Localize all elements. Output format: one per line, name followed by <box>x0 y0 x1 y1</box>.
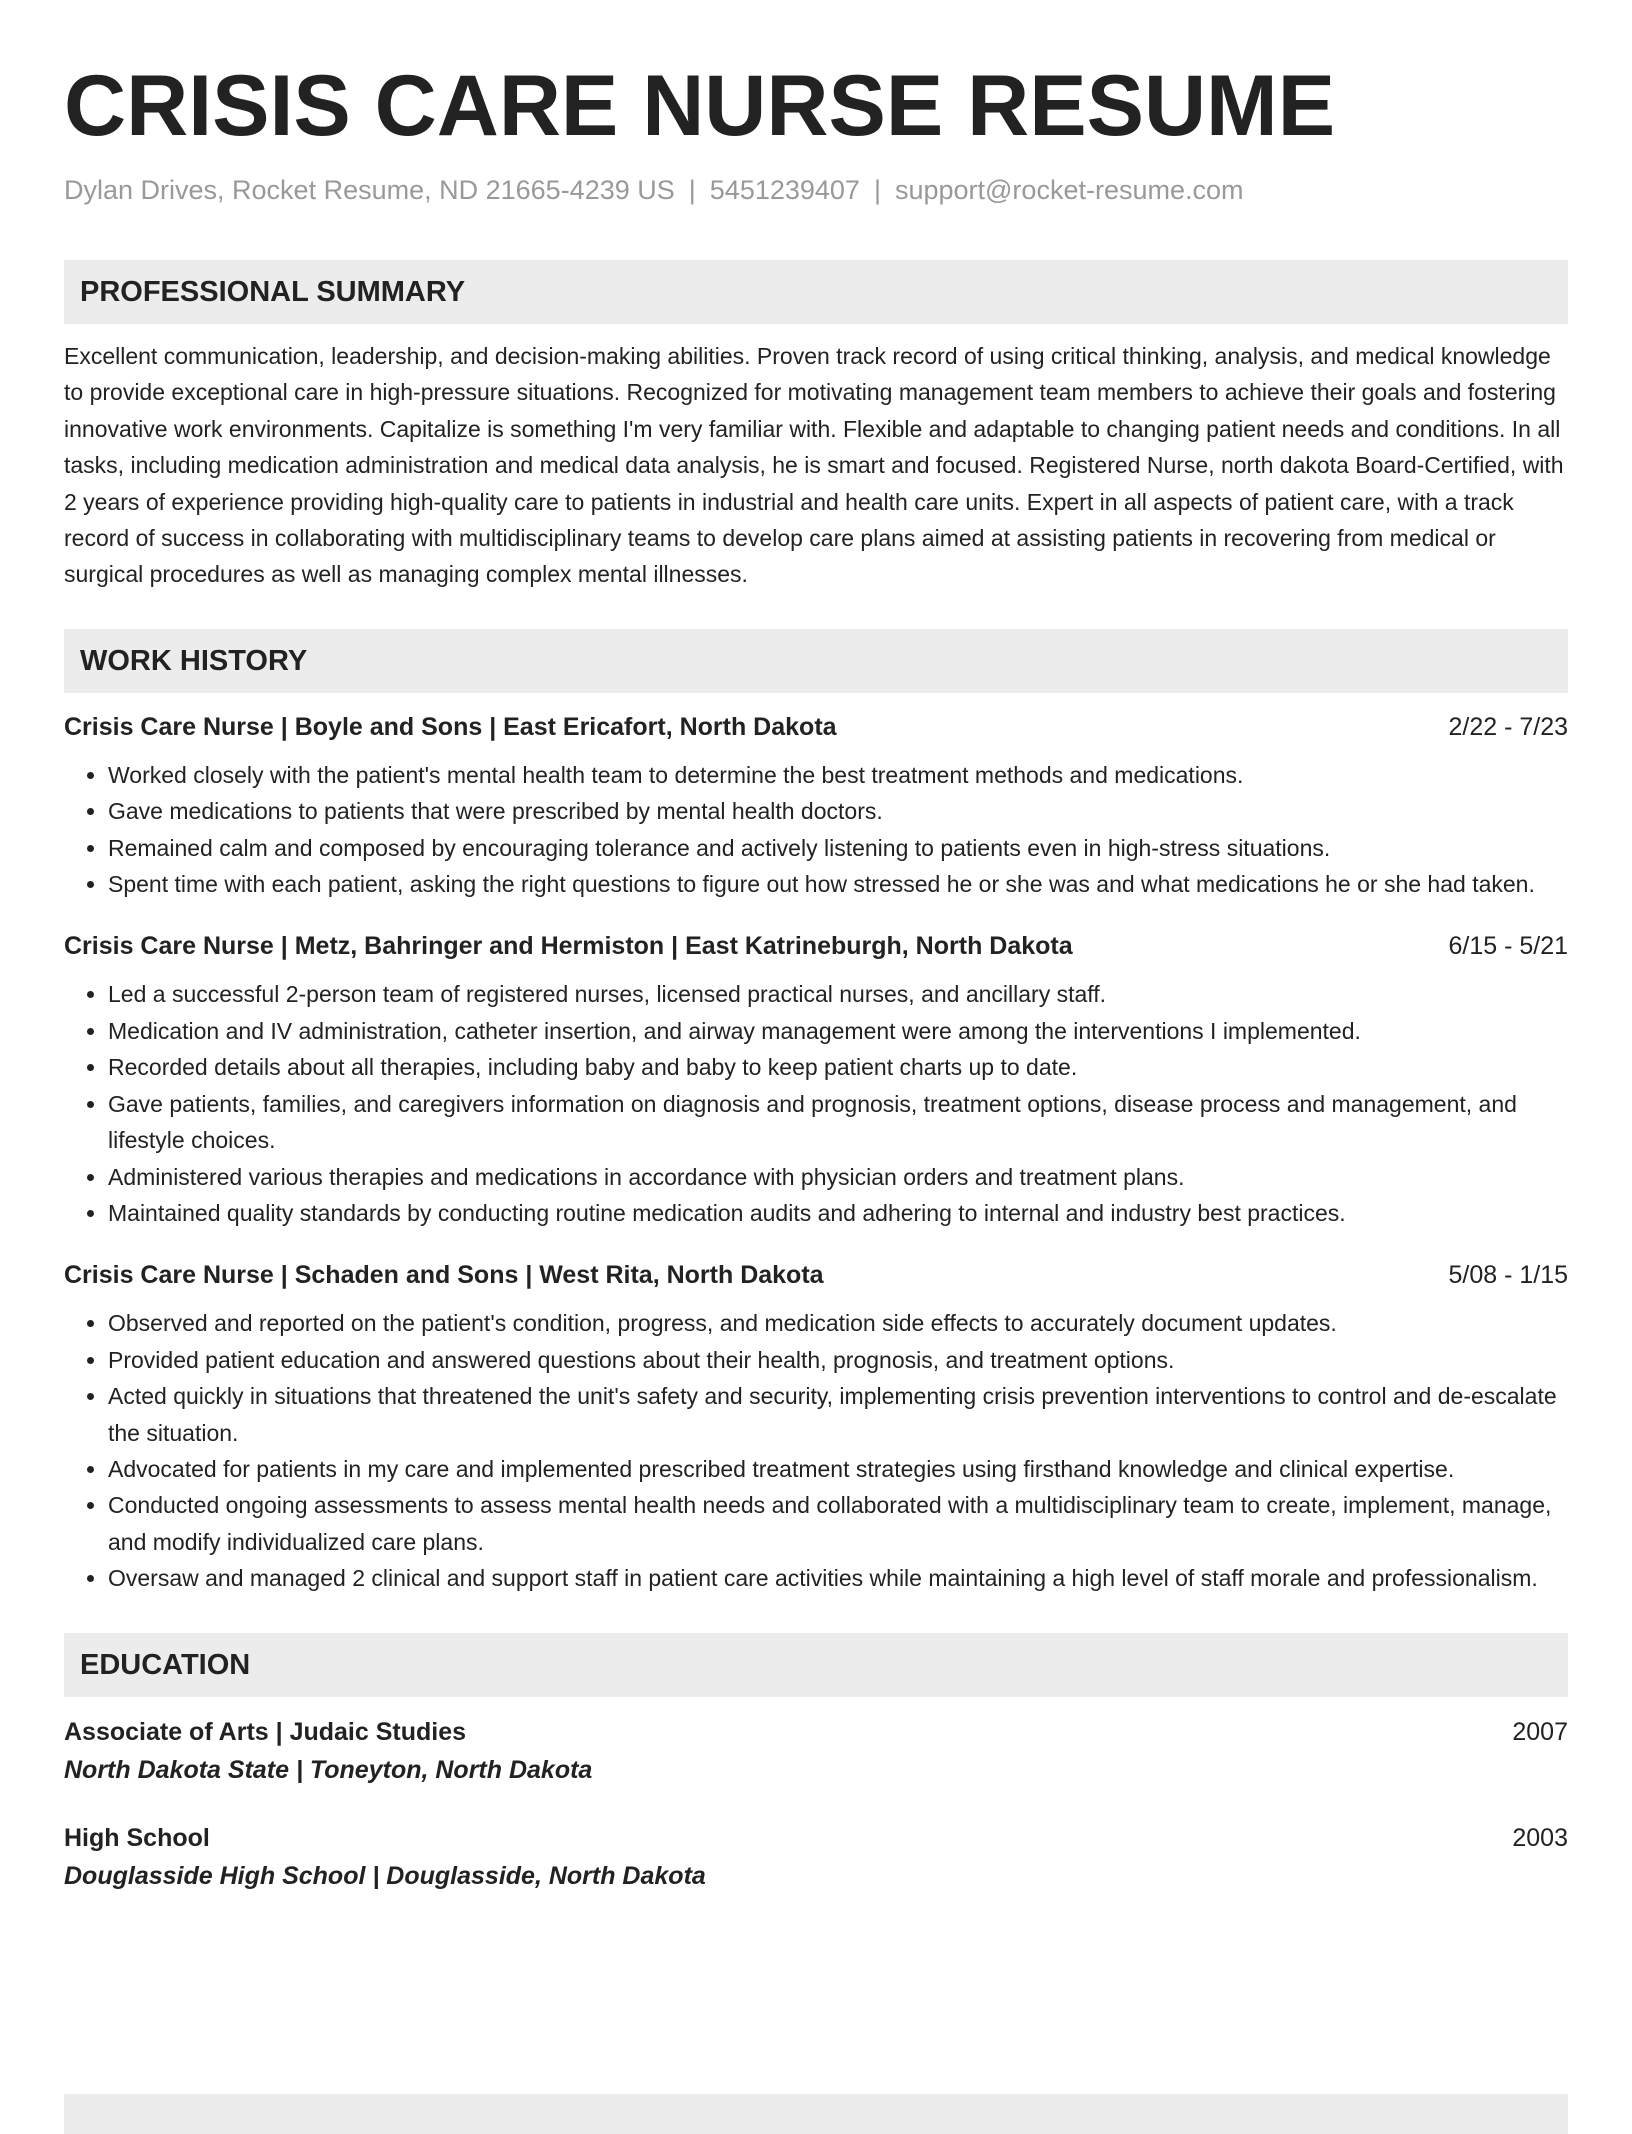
job-entry <box>64 1255 1568 1596</box>
resume-title: CRISIS CARE NURSE RESUME <box>64 58 1336 154</box>
contact-separator: | <box>873 175 881 205</box>
job-bullet: • Gave medications to patients that were prescribed by mental health doctors. <box>108 793 1568 829</box>
education-year: 2007 <box>1512 1717 1568 1746</box>
job-title: Crisis Care Nurse | Schaden and Sons | West Rita, North Dakota <box>64 1261 824 1290</box>
education-degree: Associate of Arts | Judaic Studies <box>64 1717 467 1746</box>
job-bullet: • Administered various therapies and medications in accordance with physician orders and treatment plans. <box>108 1159 1568 1195</box>
education-entry <box>64 1713 1568 1789</box>
section-heading-education: EDUCATION <box>64 1633 1568 1697</box>
job-bullet: • Conducted ongoing assessments to assess mental health needs and collaborated with a multidisciplinary team to create, implement, manage, and modify individualized care plans. <box>108 1487 1568 1560</box>
job-bullet: • Provided patient education and answered questions about their health, prognosis, and treatment options. <box>108 1342 1568 1378</box>
education-degree: High School <box>64 1823 210 1852</box>
job-title: Crisis Care Nurse | Metz, Bahringer and Hermiston | East Katrineburgh, North Dakota <box>64 932 1073 961</box>
job-bullet: • Oversaw and managed 2 clinical and support staff in patient care activities while maintaining a high level of staff morale and professionalism. <box>108 1560 1568 1596</box>
job-title: Crisis Care Nurse | Boyle and Sons | East Ericafort, North Dakota <box>64 712 837 741</box>
job-bullets <box>64 1305 1568 1596</box>
job-bullet: • Remained calm and composed by encouraging tolerance and actively listening to patients even in high-stress situations. <box>108 830 1568 866</box>
job-header <box>64 707 1568 747</box>
education-entry <box>64 1819 1568 1895</box>
contact-separator: | <box>688 175 696 205</box>
education-school: North Dakota State | Toneyton, North Dakota <box>64 1755 593 1784</box>
job-dates: 6/15 - 5/21 <box>1448 932 1568 961</box>
job-bullet: • Observed and reported on the patient's condition, progress, and medication side effects to accurately document updates. <box>108 1305 1568 1341</box>
job-bullet: • Gave patients, families, and caregivers information on diagnosis and prognosis, treatment options, disease process and management, and lifestyle choices. <box>108 1086 1568 1159</box>
job-bullets <box>64 976 1568 1231</box>
contact-line <box>64 170 1568 210</box>
job-dates: 5/08 - 1/15 <box>1448 1261 1568 1290</box>
education-header <box>64 1713 1568 1751</box>
job-bullet: • Worked closely with the patient's mental health team to determine the best treatment methods and medications. <box>108 757 1568 793</box>
contact-phone: 5451239407 <box>709 175 860 205</box>
job-bullet: • Led a successful 2-person team of registered nurses, licensed practical nurses, and ancillary staff. <box>108 976 1568 1012</box>
job-bullet: • Recorded details about all therapies, including baby and baby to keep patient charts up to date. <box>108 1049 1568 1085</box>
contact-email: support@rocket-resume.com <box>894 175 1244 205</box>
job-header <box>64 1255 1568 1295</box>
section-heading-work-history: WORK HISTORY <box>64 629 1568 693</box>
education-year: 2003 <box>1512 1823 1568 1852</box>
job-bullets <box>64 757 1568 903</box>
job-dates: 2/22 - 7/23 <box>1448 712 1568 741</box>
job-entry <box>64 926 1568 1231</box>
next-section-heading-bar <box>64 2094 1568 2134</box>
education-school: Douglasside High School | Douglasside, North Dakota <box>64 1861 706 1890</box>
resume-page <box>64 56 1568 1895</box>
job-bullet: • Spent time with each patient, asking the right questions to figure out how stressed he or she was and what medications he or she had taken. <box>108 866 1568 902</box>
job-bullet: • Advocated for patients in my care and implemented prescribed treatment strategies using firsthand knowledge and clinical expertise. <box>108 1451 1568 1487</box>
education-header <box>64 1819 1568 1857</box>
job-bullet: • Maintained quality standards by conducting routine medication audits and adhering to internal and industry best practices. <box>108 1195 1568 1231</box>
job-entry <box>64 707 1568 903</box>
job-header <box>64 926 1568 966</box>
summary-text: Excellent communication, leadership, and decision-making abilities. Proven track record of using critical thinking, analysis, and medical knowledge to provide exceptional care in high-pressure situations. Recognized for motivating management team members to achieve their goals and fostering innovative work environments. Capitalize is something I'm very familiar with. Flexible and adaptable to changing patient needs and conditions. In all tasks, including medication administration and medical data analysis, he is smart and focused. Registered Nurse, north dakota Board-Certified, with 2 years of experience providing high-quality care to patients in industrial and health care units. Expert in all aspects of patient care, with a track record of success in collaborating with multidisciplinary teams to develop care plans aimed at assisting patients in recovering from medical or surgical procedures as well as managing complex mental illnesses. <box>64 343 1564 588</box>
section-heading-summary: PROFESSIONAL SUMMARY <box>64 260 1568 324</box>
contact-address: Dylan Drives, Rocket Resume, ND 21665-4239 US <box>64 175 675 205</box>
job-bullet: • Acted quickly in situations that threatened the unit's safety and security, implementing crisis prevention interventions to control and de-escalate the situation. <box>108 1378 1568 1451</box>
job-bullet: • Medication and IV administration, catheter insertion, and airway management were among the interventions I implemented. <box>108 1013 1568 1049</box>
